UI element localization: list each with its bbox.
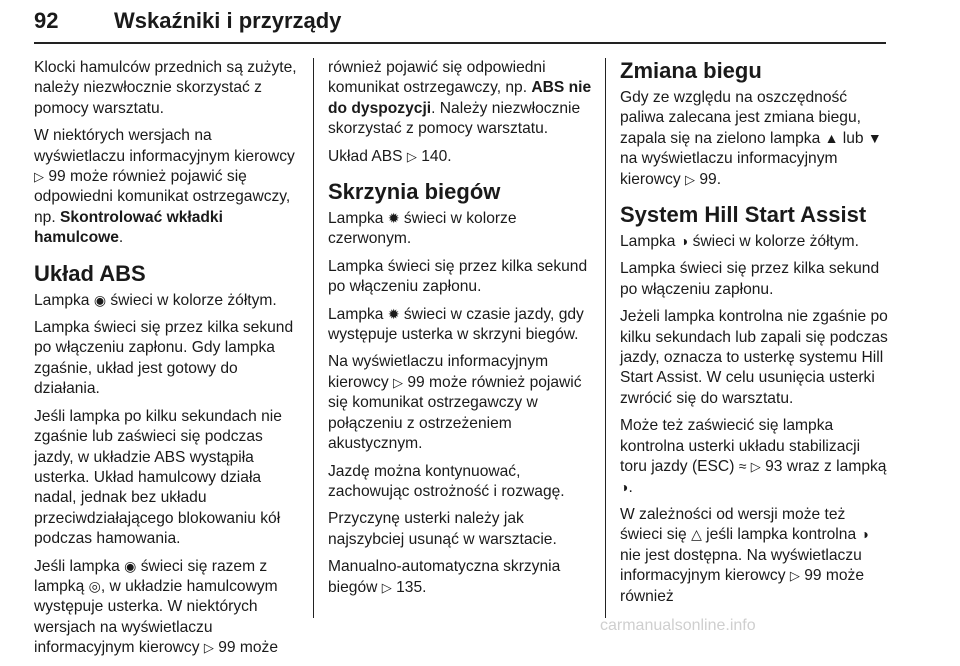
page-ref-arrow-icon: ▷ xyxy=(34,169,44,185)
paragraph: Jeżeli lampka kontrolna nie zgaśnie po kilku sekundach lub zapali się podczas jazdy, oznacza to usterkę systemu Hill Start Assist. W celu usunięcia usterki zwrócić się do warsztatu. xyxy=(620,308,888,407)
page-ref-arrow-icon: ▷ xyxy=(203,640,214,656)
gearbox-fault-icon: ✹ xyxy=(387,210,400,227)
paragraph: Lampka ✹ świeci w kolorze czerwonym. xyxy=(328,210,517,248)
upshift-arrow-icon: ▲ xyxy=(824,129,839,146)
column-3 xyxy=(620,58,888,614)
paragraph: Jeśli lampka po kilku sekundach nie zgaśnie lub zaświeci się podczas jazdy, w układzie ABS wystąpiła usterka. Układ hamulcowy działa nadal, jednak bez układu przeciwdziałającego blokowaniu kół podczas hamowania. xyxy=(34,407,282,548)
warning-triangle-icon: △ xyxy=(691,526,702,543)
page-ref: 93 xyxy=(765,458,783,476)
section-heading: Układ ABS xyxy=(34,260,146,286)
header-divider xyxy=(34,42,886,44)
section-heading: Skrzynia biegów xyxy=(328,179,501,205)
column-divider xyxy=(605,58,606,618)
watermark: carmanualsonline.info xyxy=(600,617,756,634)
paragraph: Jazdę można kontynuować, zachowując ostrożność i rozwagę. xyxy=(328,462,565,500)
hill-start-assist-icon: ◑ xyxy=(860,526,869,543)
page-ref-arrow-icon: ▷ xyxy=(750,459,761,475)
paragraph: Może też zaświecić się lampka kontrolna usterki układu stabilizacji toru jazdy (ESC) ≈ ▷ 93 wraz z lampką ◑. xyxy=(620,417,887,496)
page-ref: 99 xyxy=(48,168,66,186)
hill-start-assist-icon: ◑ xyxy=(620,478,629,495)
paragraph: Układ ABS ▷ 140. xyxy=(328,147,594,167)
page-ref-arrow-icon: ▷ xyxy=(406,148,417,164)
page-ref-arrow-icon: ▷ xyxy=(381,579,392,595)
brake-warning-icon: ◎ xyxy=(88,577,101,594)
page-title: Wskaźniki i przyrządy xyxy=(114,8,342,33)
page-number: 92 xyxy=(34,8,59,33)
page-ref: 140 xyxy=(421,147,448,165)
paragraph: Lampka ◉ świeci w kolorze żółtym. xyxy=(34,291,277,309)
paragraph: Na wyświetlaczu informacyjnym kierowcy ▷ 99 może również pojawić się komunikat ostrzegawczy w połączeniu z ostrzeżeniem akustycznym. xyxy=(328,353,582,453)
section-heading: Zmiana biegu xyxy=(620,58,762,83)
paragraph: Lampka świeci się przez kilka sekund po włączeniu zapłonu. Gdy lampka zgaśnie, układ jest gotowy do działania. xyxy=(34,319,294,398)
page-ref: 99 xyxy=(699,170,717,188)
abs-warning-icon: ◉ xyxy=(124,557,137,574)
paragraph: Gdy ze względu na oszczędność paliwa zalecana jest zmiana biegu, zapala się na zielono lampka ▲ lub ▼ na wyświetlaczu informacyjnym kierowcy ▷ 99. xyxy=(620,88,888,190)
paragraph: również pojawić się odpowiedni komunikat ostrzegawczy, np. ABS nie do dyspozycji. Należy niezwłocznie skorzystać z pomocy warsztatu. xyxy=(328,59,592,138)
abs-warning-icon: ◉ xyxy=(93,291,107,308)
paragraph: Manualno-automatyczna skrzynia biegów ▷ 135. xyxy=(328,557,594,598)
page-ref: 135 xyxy=(396,578,423,596)
gearbox-fault-icon: ✹ xyxy=(387,305,400,322)
paragraph: Lampka świeci się przez kilka sekund po włączeniu zapłonu. xyxy=(328,257,588,296)
downshift-arrow-icon: ▼ xyxy=(867,129,882,146)
esc-skid-icon: ≈ xyxy=(738,458,747,475)
paragraph: Lampka ✹ świeci w czasie jazdy, gdy występuje usterka w skrzyni biegów. xyxy=(328,305,584,344)
page-header xyxy=(34,6,886,46)
paragraph: W zależności od wersji może też świeci się △ jeśli lampka kontrolna ◑ nie jest dostępna. Na wyświetlaczu informacyjnym kierowcy ▷ 99 może również xyxy=(620,505,869,605)
page-ref: 99 xyxy=(407,373,425,391)
column-divider xyxy=(313,58,314,618)
page-ref-arrow-icon: ▷ xyxy=(789,568,800,584)
message-text: Skontrolować wkładki hamulcowe xyxy=(34,208,223,247)
column-1 xyxy=(34,58,302,666)
page-ref: 99 xyxy=(218,639,236,657)
page-ref: 99 xyxy=(804,567,822,585)
message-text: ABS nie do dyspozycji xyxy=(328,79,592,117)
paragraph: Lampka ◑ świeci w kolorze żółtym. xyxy=(620,233,859,251)
hill-start-assist-icon: ◑ xyxy=(679,233,689,250)
paragraph: Klocki hamulców przednich są zużyte, należy niezwłocznie skorzystać z pomocy warsztatu. xyxy=(34,59,297,117)
paragraph: Jeśli lampka ◉ świeci się razem z lampką ◎, w układzie hamulcowym występuje usterka. W niektórych wersjach na wyświetlaczu informacyjnym kierowcy ▷ 99 może xyxy=(34,557,302,659)
paragraph: Przyczynę usterki należy jak najszybciej usunąć w warsztacie. xyxy=(328,510,557,548)
section-heading: System Hill Start Assist xyxy=(620,202,867,228)
page-ref-arrow-icon: ▷ xyxy=(685,171,695,187)
paragraph: Lampka świeci się przez kilka sekund po włączeniu zapłonu. xyxy=(620,260,880,298)
page-ref-arrow-icon: ▷ xyxy=(393,374,403,390)
column-2 xyxy=(328,58,594,605)
paragraph: W niektórych wersjach na wyświetlaczu informacyjnym kierowcy ▷ 99 może również pojawić się odpowiedni komunikat ostrzegawczy, np. Skontrolować wkładki hamulcowe. xyxy=(34,127,295,247)
